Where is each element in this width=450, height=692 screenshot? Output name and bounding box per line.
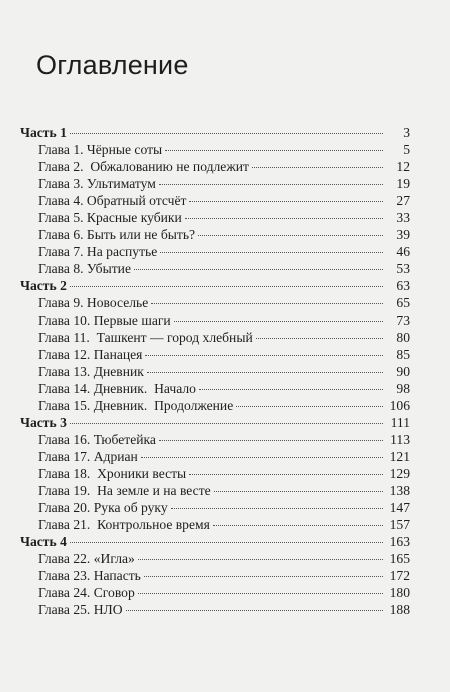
dot-leader [144,576,383,577]
toc-chapter-row [20,550,410,567]
toc-chapter-row [20,567,410,584]
toc-chapter-label: Глава 22. «Игла» [38,551,135,567]
toc-chapter-label: Глава 14. Дневник. Начало [38,380,196,396]
toc-page-number: 113 [390,431,410,447]
toc-page-number: 53 [396,261,410,277]
toc-chapter-row [20,243,410,260]
dot-leader [198,235,383,236]
toc-page-number: 163 [389,534,410,550]
toc-chapter-row [20,601,410,618]
dot-leader [70,423,383,424]
dot-leader [70,133,383,134]
toc-page-number: 65 [396,295,410,311]
toc-chapter-row [20,260,410,277]
dot-leader [134,269,383,270]
page-title: Оглавление [36,50,189,80]
toc-part-label: Часть 4 [20,534,67,550]
toc-page-number: 147 [389,500,410,516]
toc-page-number: 188 [389,602,410,618]
dot-leader [213,525,383,526]
toc-page-number: 111 [390,414,410,430]
toc-chapter-label: Глава 2. Обжалованию не подлежит [38,159,249,175]
toc-chapter-label: Глава 5. Красные кубики [38,210,182,226]
dot-leader [185,218,383,219]
toc-chapter-label: Глава 10. Первые шаги [38,312,171,328]
dot-leader [141,457,383,458]
toc-chapter-row [20,516,410,533]
toc-chapter-label: Глава 19. На земле и на весте [38,482,211,498]
dot-leader [159,184,383,185]
toc-page-number: 5 [403,142,410,158]
toc-chapter-label: Глава 20. Рука об руку [38,500,168,516]
toc-chapter-row [20,294,410,311]
toc-page-number: 46 [396,244,410,260]
toc-chapter-label: Глава 6. Быть или не быть? [38,227,196,243]
toc-chapter-label: Глава 17. Адриан [38,448,138,464]
toc-page-number: 63 [396,278,410,294]
toc-part-row [20,277,410,294]
dot-leader [189,201,383,202]
toc-page-number: 3 [403,125,410,140]
dot-leader [236,406,383,407]
toc-page-number: 165 [389,551,410,567]
toc-chapter-label: Глава 1. Чёрные соты [38,142,163,158]
dot-leader [70,286,383,287]
toc-chapter-label: Глава 23. Напасть [38,568,141,584]
dot-leader [189,474,383,475]
toc-chapter-label: Глава 15. Дневник. Продолжение [38,397,234,413]
dot-leader [214,491,383,492]
toc-page-number: 85 [396,346,410,362]
toc-chapter-row [20,141,410,158]
toc-chapter-label: Глава 11. Ташкент — город хлебный [38,329,253,345]
toc-page-number: 157 [389,517,410,533]
toc-chapter-row [20,312,410,329]
toc-part-label: Часть 3 [20,414,67,430]
toc-part-row [20,414,410,431]
toc-chapter-label: Глава 25. НЛО [38,602,123,618]
toc-chapter-label: Глава 8. Убытие [38,261,131,277]
toc-chapter-row [20,499,410,516]
dot-leader [160,252,383,253]
toc-part-label: Часть 2 [20,278,67,294]
toc-chapter-label: Глава 12. Панацея [38,346,143,362]
toc-page-number: 27 [396,193,410,209]
toc-chapter-label: Глава 7. На распутье [38,244,158,260]
dot-leader [70,542,383,543]
dot-leader [138,559,383,560]
dot-leader [145,355,383,356]
toc-chapter-label: Глава 9. Новоселье [38,295,149,311]
table-of-contents [20,124,410,618]
toc-chapter-label: Глава 18. Хроники весты [38,465,187,481]
toc-chapter-row [20,158,410,175]
dot-leader [165,150,383,151]
toc-page-number: 172 [389,568,410,584]
toc-chapter-row [20,397,410,414]
toc-chapter-row [20,380,410,397]
dot-leader [252,167,383,168]
dot-leader [256,338,383,339]
toc-chapter-row [20,465,410,482]
toc-page-number: 33 [396,210,410,226]
toc-page-number: 80 [396,329,410,345]
toc-chapter-row [20,192,410,209]
toc-chapter-row [20,209,410,226]
toc-page-number: 121 [389,448,410,464]
toc-page-number: 90 [396,363,410,379]
toc-part-label: Часть 1 [20,125,67,140]
dot-leader [126,610,383,611]
toc-page-number: 98 [396,380,410,396]
dot-leader [151,303,383,304]
toc-page-number: 39 [396,227,410,243]
toc-chapter-row [20,329,410,346]
toc-chapter-row [20,431,410,448]
toc-chapter-label: Глава 21. Контрольное время [38,517,210,533]
toc-chapter-row [20,346,410,363]
toc-chapter-row [20,175,410,192]
toc-part-row [20,124,410,141]
toc-page-number: 180 [389,585,410,601]
dot-leader [147,372,383,373]
toc-page-number: 138 [389,482,410,498]
toc-chapter-row [20,482,410,499]
toc-chapter-label: Глава 13. Дневник [38,363,144,379]
toc-chapter-label: Глава 4. Обратный отсчёт [38,193,187,209]
dot-leader [174,321,383,322]
toc-page-number: 106 [389,397,410,413]
dot-leader [159,440,383,441]
dot-leader [171,508,383,509]
toc-page-number: 129 [389,465,410,481]
toc-chapter-row [20,448,410,465]
toc-chapter-label: Глава 16. Тюбетейка [38,431,156,447]
dot-leader [199,389,383,390]
toc-chapter-label: Глава 24. Сговор [38,585,135,601]
toc-chapter-row [20,584,410,601]
toc-page-number: 12 [396,159,410,175]
toc-page-number: 73 [396,312,410,328]
toc-part-row [20,533,410,550]
toc-chapter-row [20,363,410,380]
toc-chapter-row [20,226,410,243]
toc-chapter-label: Глава 3. Ультиматум [38,176,156,192]
dot-leader [138,593,383,594]
toc-page-number: 19 [396,176,410,192]
